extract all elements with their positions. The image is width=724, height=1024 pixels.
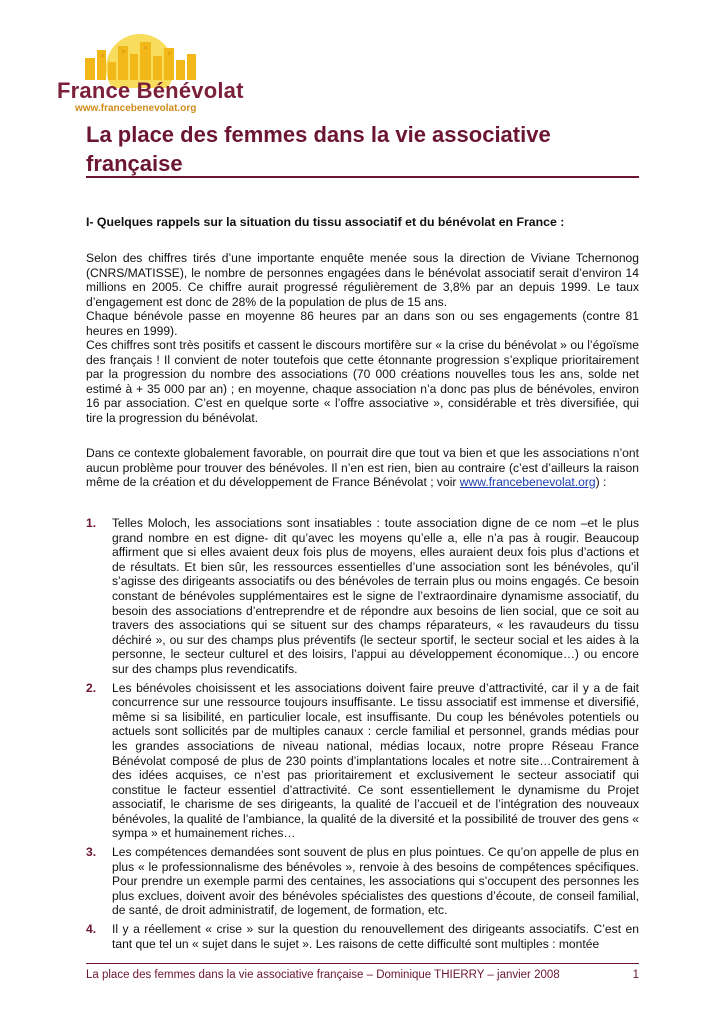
page-footer [86, 969, 639, 981]
paragraph-3: Ces chiffres sont très positifs et cassent le discours mortifère sur « la crise du bénévolat » ou l’égoïsme des français ! Il convient de noter toutefois que cette étonnante progression s’explique prioritairement par la progression du nombre des associations (70 000 créations nouvelles tous les ans, solde net estimé à + 35 000 par an) ; en moyenne, chaque association n’a donc pas plus de bénévoles, environ 16 par association. C’est en quelque sorte « l’offre associative », considérable et très diversifiée, qui tire la progression du bénévolat. [86, 338, 639, 425]
paragraph-2: Chaque bénévole passe en moyenne 86 heures par an dans son ou ses engagements (contre 81 heures en 1999). [86, 309, 639, 338]
list-item [86, 845, 639, 918]
logo-name: France Bénévolat [57, 78, 244, 103]
list-number: 2. [86, 680, 97, 695]
paragraph-1: Selon des chiffres tirés d’une importante enquête menée sous la direction de Viviane Tchernonog (CNRS/MATISSE), le nombre de personnes engagées dans le bénévolat associatif serait d’environ 14 millions en 2005. Ce chiffre aurait progressé régulièrement de 3,8% par an depuis 1999. Le taux d’engagement est donc de 28% de la population de plus de 15 ans. [86, 251, 639, 309]
list-text: Les compétences demandées sont souvent de plus en plus pointues. Ce qu’on appelle de plus en plus « le professionnalisme des bénévoles », renvoie à des besoins de compétences spécifiques. Pour prendre un exemple parmi des centaines, les associations qui s’occupent des personnes les plus exclues, doivent avoir des bénévoles spécialistes des questions d’écoute, de conseil familial, de santé, de droit administratif, de logement, de formation, etc. [112, 845, 639, 918]
page-number: 1 [632, 969, 639, 981]
francebenevolat-link[interactable]: www.francebenevolat.org [459, 475, 596, 490]
context-paragraph [86, 446, 639, 490]
list-text: Il y a réellement « crise » sur la question du renouvellement des dirigeants associatifs. C’est en tant que tel un « sujet dans le sujet ». Les raisons de cette difficulté sont multiples : montée [112, 922, 639, 951]
footer-divider [86, 963, 639, 964]
context-after: ) : [595, 475, 607, 490]
list-number: 1. [86, 516, 97, 530]
context-text: Dans ce contexte globalement favorable, on pourrait dire que tout va bien et que les associations n’ont aucun problème pour trouver des bénévoles. Il n’en est rien, bien au contraire (c’est d’ailleurs la raison même de la création et du développement de France Bénévolat ; voir [86, 446, 639, 490]
list-item [86, 681, 639, 842]
list-number: 3. [86, 845, 97, 860]
section-heading: I- Quelques rappels sur la situation du tissu associatif et du bénévolat en France : [86, 215, 565, 229]
numbered-list [86, 516, 639, 955]
title-divider [86, 176, 639, 178]
list-number: 4. [86, 922, 97, 937]
list-text: Telles Moloch, les associations sont insatiables : toute association digne de ce nom –et le plus grand nombre en est digne- dit qu’avec les moyens qu’elle a, elle n’a pas à rougir. Beaucoup affirment que si elles avaient deux fois plus de moyens, elles auraient deux fois plus d’actions et de résultats. Et bien sûr, les ressources essentielles d’une association sont les bénévoles, qu’il s’agisse des dirigeants associatifs ou des bénévoles de terrain plus ou moins engagés. Ce besoin constant de bénévoles supplémentaires est le signe de l’extraordinaire dynamisme associatif, du besoin des associations d’entreprendre et de répondre aux besoins de lien social, que ce soit au travers des associations qui se situent sur des champs réparateurs, « les ravaudeurs du tissu déchiré », ou sur des champs plus préventifs (le secteur sportif, le secteur social et les aides à la personne, le secteur culturel et des loisirs, l’appui au développement économique…) ou encore sur des champs plus revendicatifs. [112, 516, 639, 676]
list-text: Les bénévoles choisissent et les associations doivent faire preuve d’attractivité, car il y a de fait concurrence sur une ressource toujours insuffisante. Le tissu associatif est immense et diversifié, même si sa lisibilité, en particulier locale, est insuffisante. Du coup les bénévoles potentiels ou actuels sont sollicités par de multiples canaux : cercle familial et personnel, grands médias pour les grandes associations de niveau national, médias locaux, notre propre Réseau France Bénévolat composé de plus de 230 points d’implantations locales et notre site…Contrairement à des idées acquises, ce n’est pas prioritairement et exclusivement le secteur associatif qui constitue le facteur essentiel d’attractivité. Ce sont essentiellement le dynamisme du Projet associatif, le charisme de ses dirigeants, la qualité de l’accueil et de l’intégration des nouveaux bénévoles, la qualité de l’ambiance, la qualité de la diversité et la possibilité de trouver des gens « sympa » et humainement riches… [112, 680, 639, 841]
logo-url: www.francebenevolat.org [75, 103, 197, 114]
list-item [86, 922, 639, 951]
footer-text: La place des femmes dans la vie associative française – Dominique THIERRY – janvier 2008 [86, 969, 560, 981]
france-benevolat-logo [55, 28, 244, 114]
document-title: La place des femmes dans la vie associative française [86, 122, 551, 176]
list-item [86, 516, 639, 677]
